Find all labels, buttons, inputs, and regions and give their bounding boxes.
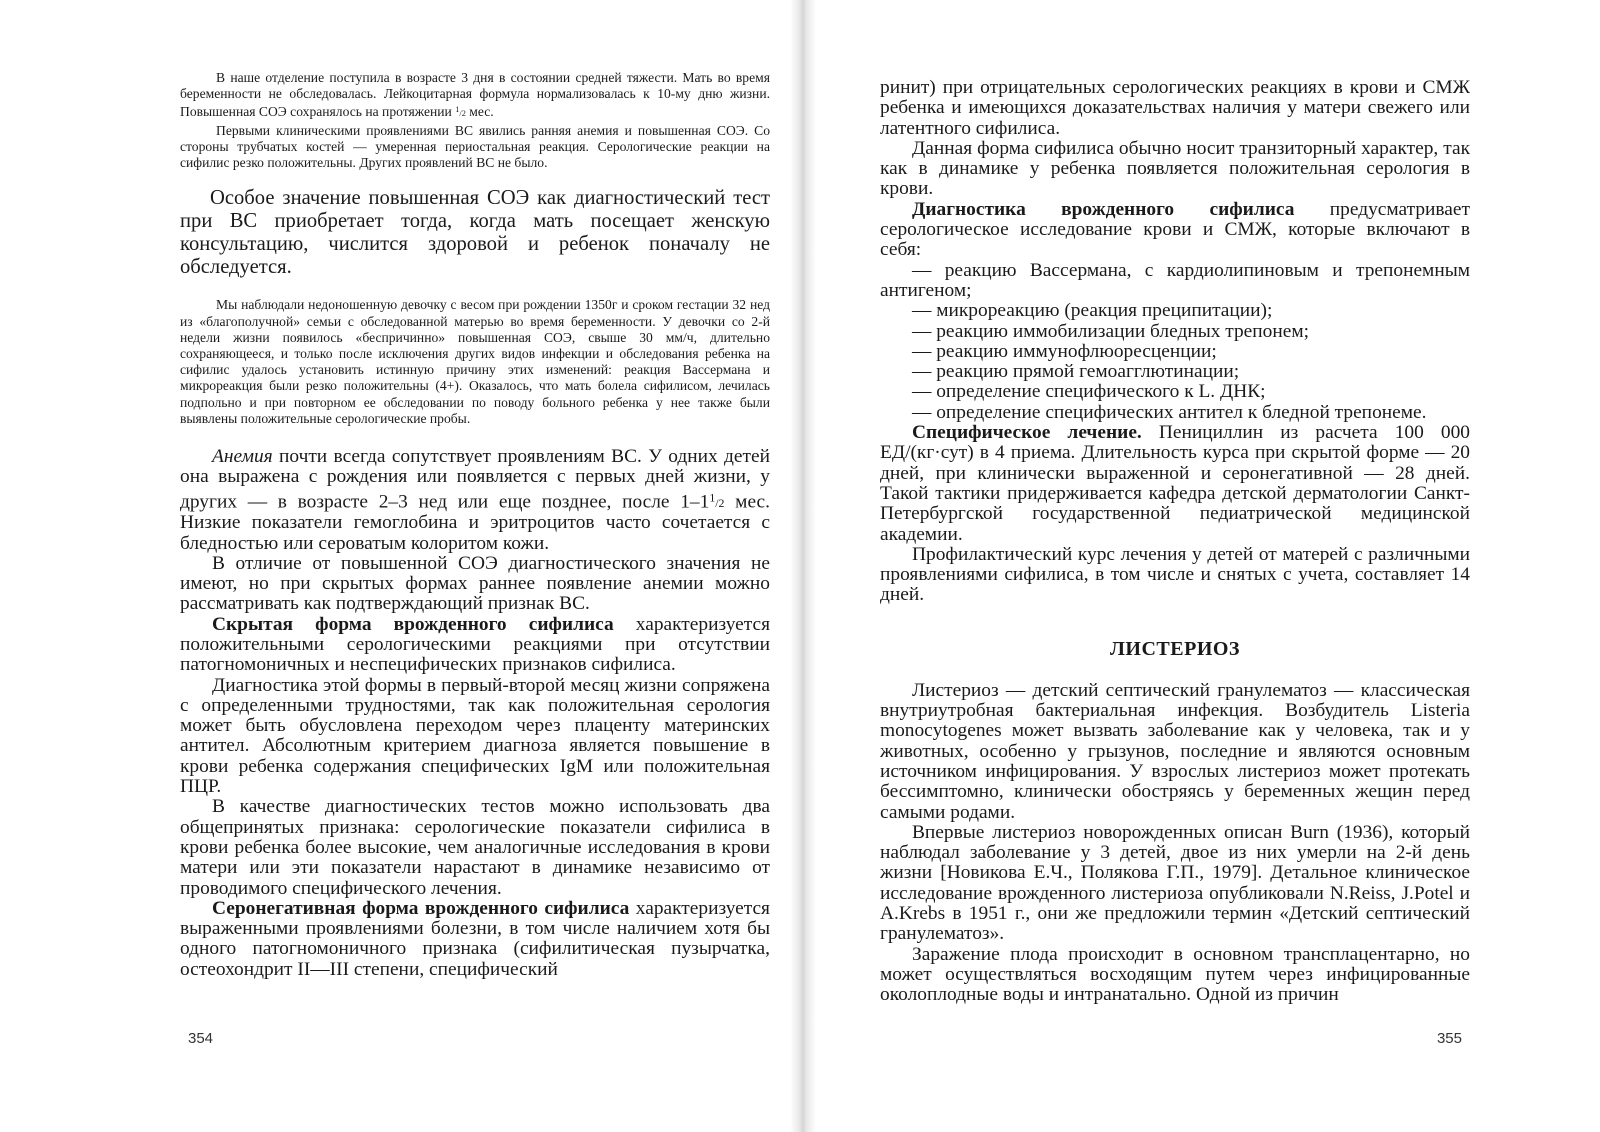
seronegative-form-paragraph: Серонегативная форма врожденного сифилиса характеризуется выраженными проявлениями болезни, в том числе наличием хотя бы одного патогномоничного признака (сифилитическая пузырчатка, остеохондрит II—III степени, специфический — [180, 897, 770, 980]
transient-form-paragraph: Данная форма сифилиса обычно носит транзиторный характер, так как в динамике у ребенка появляется положительная серология в крови. — [880, 137, 1470, 200]
diagnostics-paragraph: Диагностика врожденного сифилиса предусматривает серологическое исследование крови и СМЖ, которые включают в себя: — [880, 198, 1470, 261]
treatment-term: Специфическое лечение. — [912, 422, 1142, 444]
list-item: — определение специфических антител к бледной трепонеме. — [912, 401, 1427, 423]
continuation-paragraph: ринит) при отрицательных серологических реакциях в крови и СМЖ ребенка и имеющихся доказательствах наличия у матери свежего или латентного сифилиса. — [880, 77, 1470, 139]
hidden-form-paragraph: Скрытая форма врожденного сифилиса характеризуется положительными серологическими реакциями при отсутствии патогномоничных и неспецифических признаков сифилиса. — [180, 613, 770, 676]
case-report-1-paragraph-1: В наше отделение поступила в возрасте 3 дня в состоянии средней тяжести. Мать во время беременности не обследовалась. Лейкоцитарная формула нормализовалась к 10-му дню жизни. Повышенная СОЭ сохранялось на протяжении 1/2 мес. — [180, 70, 770, 120]
hidden-form-diagnostics-paragraph: Диагностика этой формы в первый-второй месяц жизни сопряжена с определенными трудностями, так как положительная серология может быть обусловлена переходом через плаценту материнских антител. Абсолютным критерием диагноза является повышение в крови ребенка содержания специфических IgM или положительная ПЦР. — [180, 674, 770, 798]
page-number-left: 354 — [188, 1030, 214, 1047]
list-item: — определение специфического к L. ДНК; — [912, 381, 1266, 403]
fraction: 1/2 — [709, 490, 725, 510]
list-item: — микрореакцию (реакция преципитации); — [912, 300, 1273, 322]
diagnostics-term: Диагностика врожденного сифилиса — [912, 198, 1295, 220]
section-heading: ЛИСТЕРИОЗ — [1110, 637, 1240, 660]
list-item: — реакцию иммобилизации бледных трепонем; — [912, 320, 1309, 342]
left-column — [180, 70, 770, 980]
prophylaxis-paragraph: Профилактический курс лечения у детей от матерей с различными проявлениями сифилиса, в том числе и снятых с учета, составляет 14 дней. — [880, 543, 1470, 606]
listeriosis-paragraph-1: Листериоз — детский септический гранулематоз — классическая внутриутробная бактериальная инфекция. Возбудитель Listeria monocytogenes может вызвать заболевание как у человека, так и у животных, особенно у грызунов, последние и являются основным источником инфицирования. У взрослых листериоз может протекать бессимптомно, клинически обостряясь у беременных жещин перед самыми родами. — [880, 679, 1470, 823]
hidden-form-term: Скрытая форма врожденного сифилиса — [212, 613, 614, 635]
list-item: — реакцию Вассермана, с кардиолипиновым и трепонемным антигеном; — [880, 259, 1470, 301]
right-column — [880, 78, 1470, 1005]
anemia-paragraph: Анемия почти всегда сопутствует проявлениям ВС. У одних детей она выражена с рождения или появляется с первых дней жизни, у других — в возрасте 2–3 нед или еще позднее, после 1–11/2 мес. Низкие показатели гемоглобина и эритроцитов часто сочетается с бледностью или сероватым колоритом кожи. — [180, 445, 770, 554]
seronegative-form-term: Серонегативная форма врожденного сифилиса — [212, 897, 630, 919]
list-item: — реакцию иммунофлюоресценции; — [912, 340, 1217, 362]
anemia-term: Анемия — [212, 445, 273, 467]
treatment-paragraph: Специфическое лечение. Пенициллин из расчета 100 000 ЕД/(кг·сут) в 4 приема. Длительность курса при скрытой форме — 20 дней, при клинически выраженной и серонегативной — 28 дней. Такой тактики придерживается кафедра детской дерматологии Санкт-Петербургской государственной педиатрической медицинской академии. — [880, 422, 1470, 545]
case-report-1-paragraph-2: Первыми клиническими проявлениями ВС явились ранняя анемия и повышенная СОЭ. Со стороны трубчатых костей — умеренная периостальная реакция. Серологические реакции на сифилис резко положительны. Других проявлений ВС не было. — [180, 122, 770, 171]
fraction: 1/2 — [455, 105, 466, 119]
list-item: — реакцию прямой гемоагглютинации; — [912, 361, 1240, 383]
listeriosis-paragraph-3: Заражение плода происходит в основном трансплацентарно, но может осуществляться восходящим путем через инфицированные околоплодные воды и интранатально. Одной из причин — [880, 943, 1470, 1006]
left-page — [180, 0, 770, 1132]
unlike-soe-paragraph: В отличие от повышенной СОЭ диагностического значения не имеют, но при скрытых формах раннее появление анемии можно рассматривать как подтверждающий признак ВС. — [180, 552, 770, 615]
right-page — [880, 0, 1470, 1132]
case-report-2: Мы наблюдали недоношенную девочку с весом при рождении 1350г и сроком гестации 32 нед из «благополучной» семьи с обследованной матерью во время беременности. У девочки со 2-й недели жизни появилось «беспричинно» повышенная СОЭ, свыше 30 мм/ч, длительно сохраняющееся, и только после исключения других видов инфекции и обследования ребенка на сифилис удалось установить истинную причину этих изменений: реакция Вассермана и микрореакция были резко положительны (4+). Оказалось, что мать болела сифилисом, лечилась подпольно и при повторном ее обследовании по поводу больного ребенка у нее также были выявлены положительные серологические пробы. — [180, 297, 770, 426]
soe-paragraph: Особое значение повышенная СОЭ как диагностический тест при ВС приобретает тогда, когда мать посещает женскую консультацию, числится здоровой и ребенок поначалу не обследуется. — [180, 187, 770, 279]
page-number-right: 355 — [1436, 1030, 1462, 1047]
book-gutter — [790, 0, 816, 1132]
listeriosis-paragraph-2: Впервые листериоз новорожденных описан Burn (1936), который наблюдал заболевание у 3 детей, двое из них умерли на 2-й день жизни [Новикова Е.Ч., Полякова Г.П., 1979]. Детальное клиническое исследование врожденного листериоза опубликовали N.Reiss, J.Potel и A.Krebs в 1951 г., они же предложили термин «Детский септический гранулематоз». — [880, 821, 1470, 945]
diagnostic-tests-paragraph: В качестве диагностических тестов можно использовать два общепринятых признака: серологические показатели сифилиса в крови ребенка более высокие, чем аналогичные исследования в крови матери или эти показатели нарастают в динамике независимо от проводимого специфического лечения. — [180, 796, 770, 899]
